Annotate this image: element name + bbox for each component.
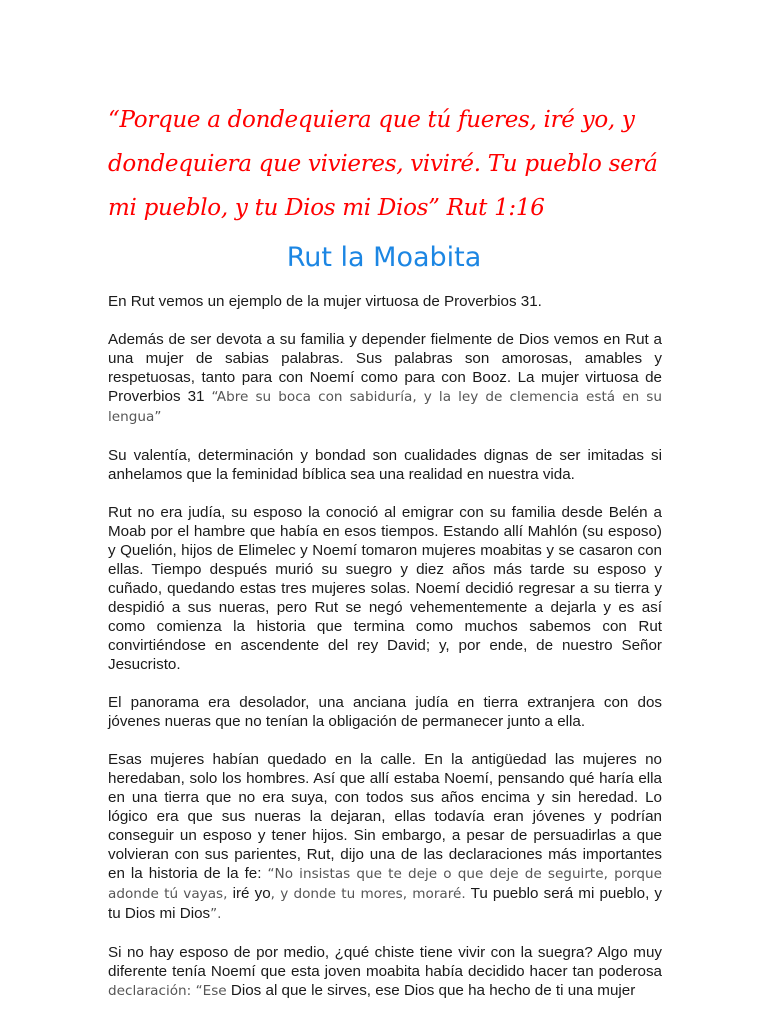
proverbs-quote: “Abre su boca con sabiduría, y la ley de clemencia está en su lengua” — [108, 389, 662, 425]
paragraph-7-end: Dios al que le sirves, ese Dios que ha hecho de ti una mujer — [230, 982, 636, 999]
ruth-quote-part-3: , y donde tu mores, moraré. — [270, 886, 466, 902]
paragraph-6-text: Esas mujeres habían quedado en la calle. En la antigüedad las mujeres no heredaban, solo los hombres. Así que allí estaba Noemí, pensando qué haría ella en una tierra que no era suya, con todos sus años encima y sin heredad. Lo lógico era que sus nueras la dejaran, ellas todavía eran jóvenes y podrían conseguir un esposo y tener hijos. Sin embargo, a pesar de persuadirlas a que volvieran con sus parientes, Rut, dijo una de las declaraciones más importantes en la historia de la fe: — [108, 751, 662, 882]
paragraph-4: Rut no era judía, su esposo la conoció al emigrar con su familia desde Belén a Moab por el hambre que había en esos tiempos. Estando allí Mahlón (su esposo) y Quelión, hijos de Elimelec y Noemí tomaron mujeres moabitas y se casaron con ellas. Tiempo después murió su suegro y diez años más tarde su esposo y cuñado, quedando estas tres mujeres solas. Noemí decidió regresar a su tierra y despidió a sus nueras, pero Rut se negó vehementemente a dejarla y es así como comienza la historia que termina como muchos sabemos con Rut convirtiéndose en ascendente del rey David; y, por ende, de nuestro Señor Jesucristo. — [108, 504, 662, 673]
paragraph-2-text: Además de ser devota a su familia y depender fielmente de Dios vemos en Rut a una mujer de sabias palabras. Sus palabras son amorosas, amables y respetuosas, tanto para con Noemí como para con Booz. La mujer virtuosa de Proverbios 31 — [108, 331, 662, 405]
article-body — [108, 292, 662, 1020]
paragraph-1: En Rut vemos un ejemplo de la mujer virtuosa de Proverbios 31. — [108, 293, 542, 310]
page-title: Rut la Moabita — [286, 242, 482, 273]
epigraph-quote: “Porque a dondequiera que tú fueres, iré yo, y dondequiera que vivieres, viviré. Tu pueblo será mi pueblo, y tu Dios mi Dios” Rut 1:16 — [108, 107, 658, 221]
ruth-quote-part-1: “No insistas que te deje o que deje de seguirte, porque adonde tú vayas, — [108, 866, 662, 902]
paragraph-7 — [108, 943, 662, 1001]
ruth-quote-part-4: Tu pueblo será mi pueblo, y tu Dios mi Dios — [108, 885, 663, 922]
ruth-quote-part-5: ”. — [210, 906, 222, 922]
paragraph-7-declaration: declaración: “Ese — [108, 983, 227, 999]
paragraph-7-text: Si no hay esposo de por medio, ¿qué chiste tiene vivir con la suegra? Algo muy diferente tenía Noemí que esta joven moabita había decidido hacer tan poderosa — [108, 944, 662, 980]
ruth-quote-part-2: iré yo — [232, 885, 271, 902]
paragraph-6 — [108, 750, 662, 924]
paragraph-5: El panorama era desolador, una anciana judía en tierra extranjera con dos jóvenes nueras que no tenían la obligación de permanecer junto a ella. — [108, 694, 662, 730]
paragraph-2 — [108, 330, 662, 427]
paragraph-3: Su valentía, determinación y bondad son cualidades dignas de ser imitadas si anhelamos que la feminidad bíblica sea una realidad en nuestra vida. — [108, 447, 662, 483]
